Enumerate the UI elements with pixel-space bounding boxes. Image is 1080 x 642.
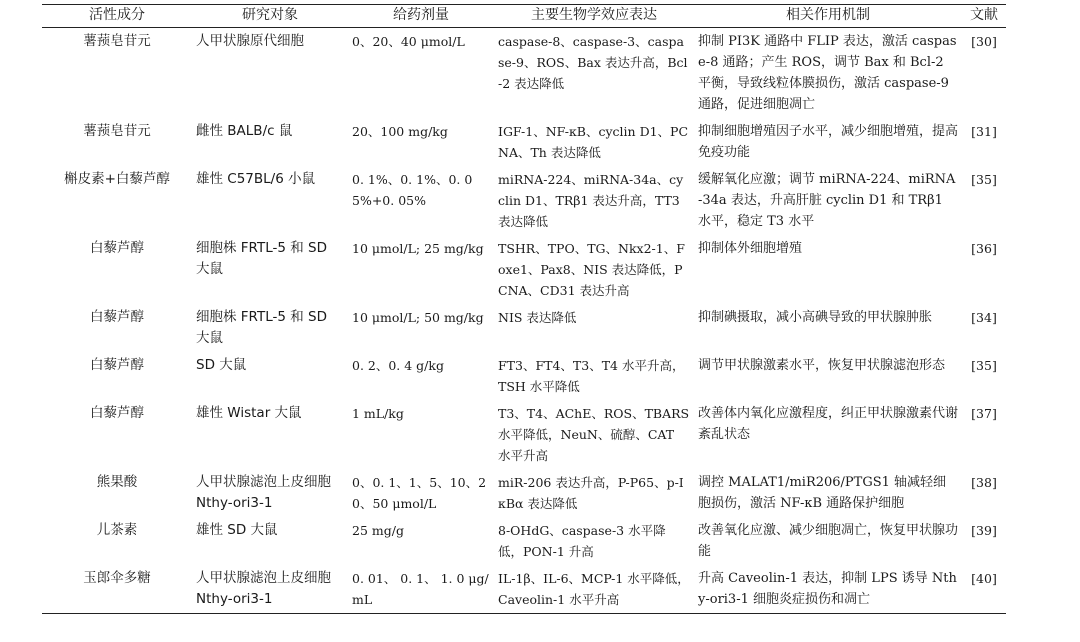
- cell-effect: T3、T4、AChE、ROS、TBARS 水平降低，NeuN、硫醇、CAT 水平升高: [498, 406, 690, 463]
- cell-subject: 细胞株 FRTL-5 和 SD 大鼠: [196, 240, 327, 277]
- cell-mechanism: 调节甲状腺激素水平，恢复甲状腺滤泡形态: [698, 358, 946, 373]
- table-row: [42, 565, 1006, 614]
- cell-mechanism: 调控 MALAT1/miR206/PTGS1 轴减轻细胞损伤，激活 NF-κB 通路保护细胞: [698, 475, 947, 511]
- header-mechanism: 相关作用机制: [694, 5, 962, 28]
- cell-ingredient: 白藜芦醇: [90, 240, 144, 256]
- cell-dose: 0、0. 1、1、5、10、20、50 μmol/L: [352, 475, 487, 511]
- cell-dose: 0、20、40 μmol/L: [352, 34, 465, 49]
- cell-ingredient: 槲皮素+白藜芦醇: [64, 171, 170, 187]
- cell-reference: [37]: [971, 406, 997, 421]
- cell-ingredient: 白藜芦醇: [90, 357, 144, 373]
- cell-reference: [35]: [971, 172, 997, 187]
- cell-dose: 10 μmol/L; 50 mg/kg: [352, 310, 484, 325]
- header-reference: 文献: [962, 5, 1006, 28]
- cell-ingredient: 儿茶素: [96, 522, 138, 538]
- cell-dose: 25 mg/g: [352, 523, 404, 538]
- cell-reference: [31]: [971, 124, 997, 139]
- cell-effect: caspase-8、caspase-3、caspase-9、ROS、Bax 表达升高，Bcl-2 表达降低: [498, 34, 688, 91]
- header-ingredient: 活性成分: [42, 5, 192, 28]
- table-row: [42, 166, 1006, 235]
- table-row: [42, 28, 1006, 119]
- research-table: [42, 4, 1006, 614]
- cell-subject: 人甲状腺滤泡上皮细胞 Nthy-ori3-1: [192, 565, 348, 614]
- cell-reference: [40]: [962, 565, 1006, 614]
- table-row: [42, 517, 1006, 565]
- cell-dose: 20、100 mg/kg: [352, 124, 448, 139]
- cell-mechanism: 改善体内氧化应激程度，纠正甲状腺激素代谢紊乱状态: [698, 406, 959, 442]
- cell-effect: miR-206 表达升高，P-P65、p-IκBα 表达降低: [498, 475, 684, 511]
- cell-effect: NIS 表达降低: [498, 310, 577, 325]
- cell-reference: [30]: [971, 34, 997, 49]
- cell-subject: 雄性 C57BL/6 小鼠: [196, 171, 316, 187]
- header-dose: 给药剂量: [348, 5, 494, 28]
- table-header: [42, 5, 1006, 28]
- cell-ingredient: 白藜芦醇: [90, 405, 144, 421]
- table-body: [42, 28, 1006, 614]
- cell-mechanism: 抑制体外细胞增殖: [698, 241, 803, 256]
- cell-ingredient: 薯蓣皂苷元: [83, 123, 151, 139]
- cell-reference: [34]: [971, 310, 997, 325]
- table-row: [42, 118, 1006, 166]
- cell-effect: miRNA-224、miRNA-34a、cyclin D1、TRβ1 表达升高，TT3 表达降低: [498, 172, 684, 229]
- cell-subject: 雄性 Wistar 大鼠: [196, 405, 302, 421]
- cell-effect: IGF-1、NF-κB、cyclin D1、PCNA、Th 表达降低: [498, 124, 689, 160]
- cell-effect: 8-OHdG、caspase-3 水平降低，PON-1 升高: [498, 523, 666, 559]
- cell-mechanism: 缓解氧化应激；调节 miRNA-224、miRNA-34a 表达，升高肝脏 cyclin D1 和 TRβ1 水平，稳定 T3 水平: [698, 172, 956, 229]
- header-effect: 主要生物学效应表达: [494, 5, 694, 28]
- cell-reference: [39]: [971, 523, 997, 538]
- cell-mechanism: 抑制细胞增殖因子水平，减少细胞增殖，提高免疫功能: [698, 124, 959, 160]
- cell-ingredient: 薯蓣皂苷元: [83, 33, 151, 49]
- cell-mechanism: 抑制碘摄取，减小高碘导致的甲状腺肿胀: [698, 310, 933, 325]
- table-row: [42, 400, 1006, 469]
- cell-dose: 0. 2、0. 4 g/kg: [352, 358, 444, 373]
- cell-reference: [38]: [971, 475, 997, 490]
- cell-subject: 雄性 SD 大鼠: [196, 522, 278, 538]
- cell-reference: [36]: [971, 241, 997, 256]
- cell-subject: SD 大鼠: [196, 357, 247, 373]
- cell-dose: 0. 1%、0. 1%、0. 05%+0. 05%: [352, 172, 473, 208]
- cell-mechanism: 改善氧化应激、减少细胞凋亡，恢复甲状腺功能: [698, 523, 959, 559]
- cell-effect: IL-1β、IL-6、MCP-1 水平降低，Caveolin-1 水平升高: [494, 565, 694, 614]
- cell-dose: 0. 01、 0. 1、 1. 0 μg/mL: [348, 565, 494, 614]
- table-row: [42, 352, 1006, 400]
- cell-ingredient: 玉郎伞多糖: [42, 565, 192, 614]
- cell-subject: 雌性 BALB/c 鼠: [196, 123, 293, 139]
- cell-dose: 1 mL/kg: [352, 406, 404, 421]
- cell-subject: 细胞株 FRTL-5 和 SD 大鼠: [196, 309, 327, 346]
- cell-effect: FT3、FT4、T3、T4 水平升高，TSH 水平降低: [498, 358, 685, 394]
- cell-subject: 人甲状腺滤泡上皮细胞 Nthy-ori3-1: [196, 474, 331, 511]
- table-row: [42, 235, 1006, 304]
- cell-reference: [35]: [971, 358, 997, 373]
- document-page: [42, 4, 1006, 614]
- cell-subject: 人甲状腺原代细胞: [196, 33, 304, 49]
- cell-ingredient: 熊果酸: [96, 474, 138, 490]
- cell-effect: TSHR、TPO、TG、Nkx2-1、Foxe1、Pax8、NIS 表达降低，PCNA、CD31 表达升高: [498, 241, 685, 298]
- table-row: [42, 304, 1006, 352]
- cell-mechanism: 抑制 PI3K 通路中 FLIP 表达，激活 caspase-8 通路；产生 ROS，调节 Bax 和 Bcl-2 平衡，导致线粒体膜损伤，激活 caspase-9 通路，促进细胞凋亡: [698, 34, 957, 112]
- cell-ingredient: 白藜芦醇: [90, 309, 144, 325]
- cell-mechanism: 升高 Caveolin-1 表达，抑制 LPS 诱导 Nthy-ori3-1 细胞炎症损伤和凋亡: [694, 565, 962, 614]
- table-row: [42, 469, 1006, 517]
- header-row: [42, 5, 1006, 28]
- cell-dose: 10 μmol/L; 25 mg/kg: [352, 241, 484, 256]
- header-subject: 研究对象: [192, 5, 348, 28]
